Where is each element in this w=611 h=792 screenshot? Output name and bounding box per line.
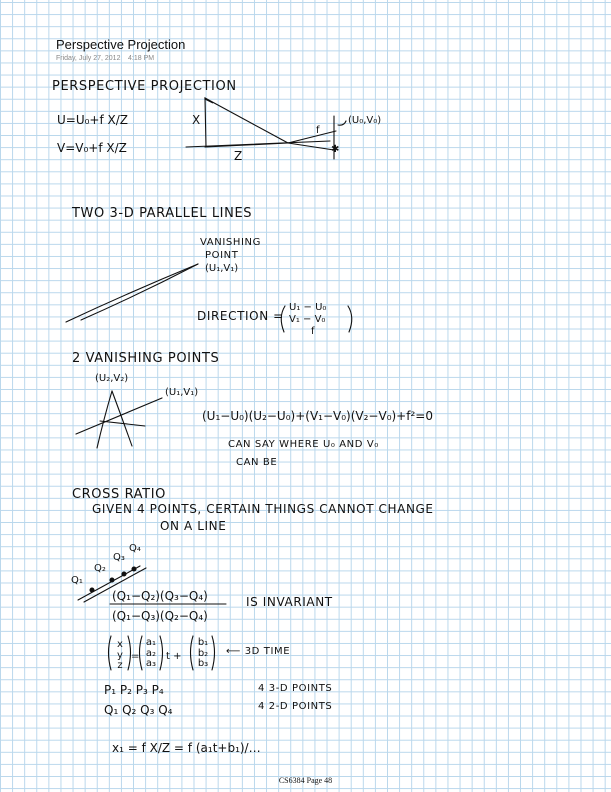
label-vanishing: VANISHING [200, 237, 261, 248]
note-3d-time: ⟵ 3D TIME [226, 646, 291, 657]
orthogonality-equation: (U₁−U₀)(U₂−U₀)+(V₁−V₀)(V₂−V₀)+f²=0 [202, 409, 433, 423]
label-u1v1: (U₁,V₁) [205, 263, 239, 274]
parallel-lines-sketch [66, 264, 198, 322]
projection-diagram [186, 98, 346, 159]
equals-sign: = [131, 651, 140, 662]
cross-ratio-numerator: (Q₁−Q₂)(Q₃−Q₄) [112, 589, 208, 603]
vanishing-points-sketch [76, 391, 162, 448]
label-u1v1-second: (U₁,V₁) [165, 387, 199, 398]
note-can-be: CAN BE [236, 457, 278, 468]
vector-a: a₁ a₂ a₃ [145, 637, 157, 669]
cross-ratio-line1: GIVEN 4 POINTS, CERTAIN THINGS CANNOT CHANGE [92, 502, 434, 516]
label-q2: Q₂ [94, 563, 106, 574]
direction-v: V₁ − V₀ [289, 314, 326, 325]
q-points-row: Q₁ Q₂ Q₃ Q₄ [104, 703, 173, 717]
page-footer: CS6384 Page 48 [278, 776, 333, 785]
equation-u: U=U₀+f X/Z [57, 113, 129, 127]
label-z: Z [234, 149, 243, 163]
label-t-plus: t + [166, 651, 182, 662]
direction-label: DIRECTION = [197, 309, 284, 323]
label-q3: Q₃ [113, 552, 125, 563]
page-title: Perspective Projection [56, 37, 186, 52]
label-u0v0: (U₀,V₀) [348, 115, 382, 126]
vector-b: b₁ b₂ b₃ [197, 637, 209, 669]
cross-ratio-denominator: (Q₁−Q₃)(Q₂−Q₄) [112, 609, 208, 623]
vector-xyz: x y z [117, 639, 123, 671]
equation-v: V=V₀+f X/Z [57, 141, 127, 155]
label-q1: Q₁ [71, 575, 83, 586]
heading-parallel-lines: TWO 3-D PARALLEL LINES [72, 206, 253, 221]
label-u2v2: (U₂,V₂) [95, 373, 129, 384]
page-time: 4:18 PM [128, 55, 155, 62]
label-is-invariant: IS INVARIANT [246, 595, 333, 609]
label-x: X [192, 113, 201, 127]
label-q4: Q₄ [129, 543, 141, 554]
note-3d-points: 4 3-D POINTS [258, 683, 333, 694]
heading-perspective-projection: PERSPECTIVE PROJECTION [52, 79, 237, 94]
cross-ratio-line2: ON A LINE [160, 519, 227, 533]
note-can-say: CAN SAY WHERE U₀ AND V₀ [228, 439, 379, 450]
p-points-row: P₁ P₂ P₃ P₄ [104, 683, 164, 697]
label-point: POINT [205, 250, 239, 261]
star-mark: ✱ [331, 144, 340, 155]
page-date: Friday, July 27, 2012 [56, 55, 121, 62]
projection-equation-x1: x₁ = f X/Z = f (a₁t+b₁)/… [112, 741, 261, 755]
direction-f: f [311, 326, 315, 337]
label-f: f [316, 125, 320, 136]
direction-u: U₁ − U₀ [289, 302, 327, 313]
heading-vanishing-points: 2 VANISHING POINTS [72, 351, 220, 366]
heading-cross-ratio: CROSS RATIO [72, 487, 166, 502]
note-2d-points: 4 2-D POINTS [258, 701, 333, 712]
